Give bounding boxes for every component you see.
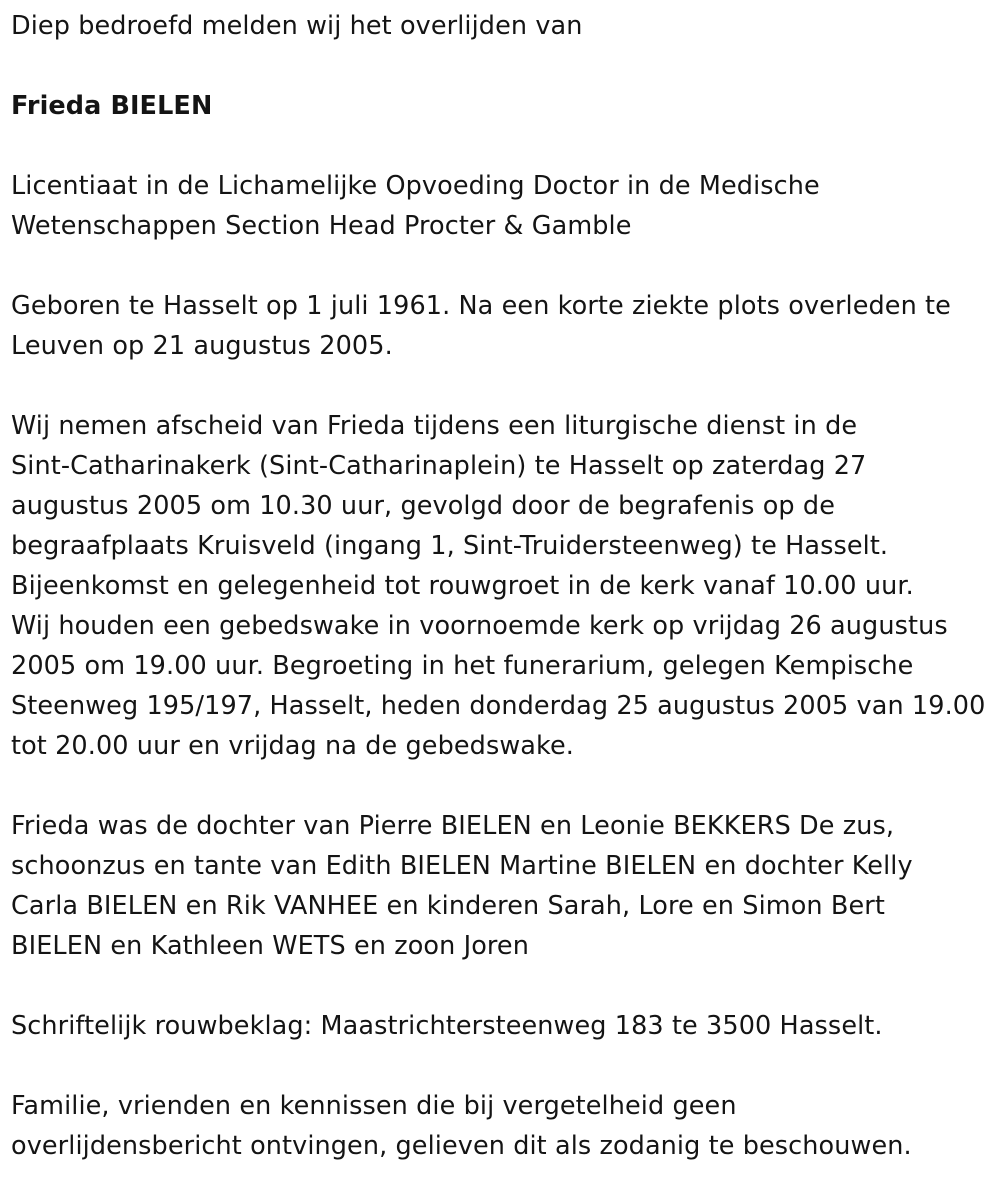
closing-line: overlijdensbericht ontvingen, gelieven dit als zodanig te beschouwen.	[11, 1131, 912, 1161]
birth-death-paragraph	[11, 286, 991, 366]
deceased-name-paragraph	[11, 86, 991, 126]
ceremony-line: 2005 om 19.00 uur. Begroeting in het funerarium, gelegen Kempische	[11, 651, 914, 681]
family-line: BIELEN en Kathleen WETS en zoon Joren	[11, 931, 529, 961]
condolence-line: Schriftelijk rouwbeklag: Maastrichtersteenweg 183 te 3500 Hasselt.	[11, 1011, 883, 1041]
titles-paragraph	[11, 166, 991, 246]
deceased-name: Frieda BIELEN	[11, 91, 213, 121]
family-paragraph	[11, 806, 991, 966]
birth-death-line: Geboren te Hasselt op 1 juli 1961. Na een korte ziekte plots overleden te	[11, 291, 951, 321]
ceremony-line: Sint-Catharinakerk (Sint-Catharinaplein) te Hasselt op zaterdag 27	[11, 451, 867, 481]
family-line: Frieda was de dochter van Pierre BIELEN en Leonie BEKKERS De zus,	[11, 811, 895, 841]
obituary-notice	[11, 6, 991, 1166]
intro-line: Diep bedroefd melden wij het overlijden van	[11, 11, 583, 41]
birth-death-line: Leuven op 21 augustus 2005.	[11, 331, 393, 361]
titles-line: Wetenschappen Section Head Procter & Gamble	[11, 211, 632, 241]
ceremony-line: begraafplaats Kruisveld (ingang 1, Sint-Truidersteenweg) te Hasselt.	[11, 531, 889, 561]
closing-paragraph	[11, 1086, 991, 1166]
closing-line: Familie, vrienden en kennissen die bij vergetelheid geen	[11, 1091, 737, 1121]
ceremony-line: Steenweg 195/197, Hasselt, heden donderdag 25 augustus 2005 van 19.00	[11, 691, 986, 721]
ceremony-line: tot 20.00 uur en vrijdag na de gebedswake.	[11, 731, 574, 761]
family-line: Carla BIELEN en Rik VANHEE en kinderen Sarah, Lore en Simon Bert	[11, 891, 885, 921]
ceremony-line: augustus 2005 om 10.30 uur, gevolgd door de begrafenis op de	[11, 491, 835, 521]
ceremony-line: Bijeenkomst en gelegenheid tot rouwgroet in de kerk vanaf 10.00 uur.	[11, 571, 914, 601]
intro-paragraph	[11, 6, 991, 46]
family-line: schoonzus en tante van Edith BIELEN Martine BIELEN en dochter Kelly	[11, 851, 913, 881]
ceremony-line: Wij nemen afscheid van Frieda tijdens een liturgische dienst in de	[11, 411, 858, 441]
ceremony-paragraph	[11, 406, 991, 766]
titles-line: Licentiaat in de Lichamelijke Opvoeding Doctor in de Medische	[11, 171, 820, 201]
condolence-paragraph	[11, 1006, 991, 1046]
ceremony-line: Wij houden een gebedswake in voornoemde kerk op vrijdag 26 augustus	[11, 611, 948, 641]
